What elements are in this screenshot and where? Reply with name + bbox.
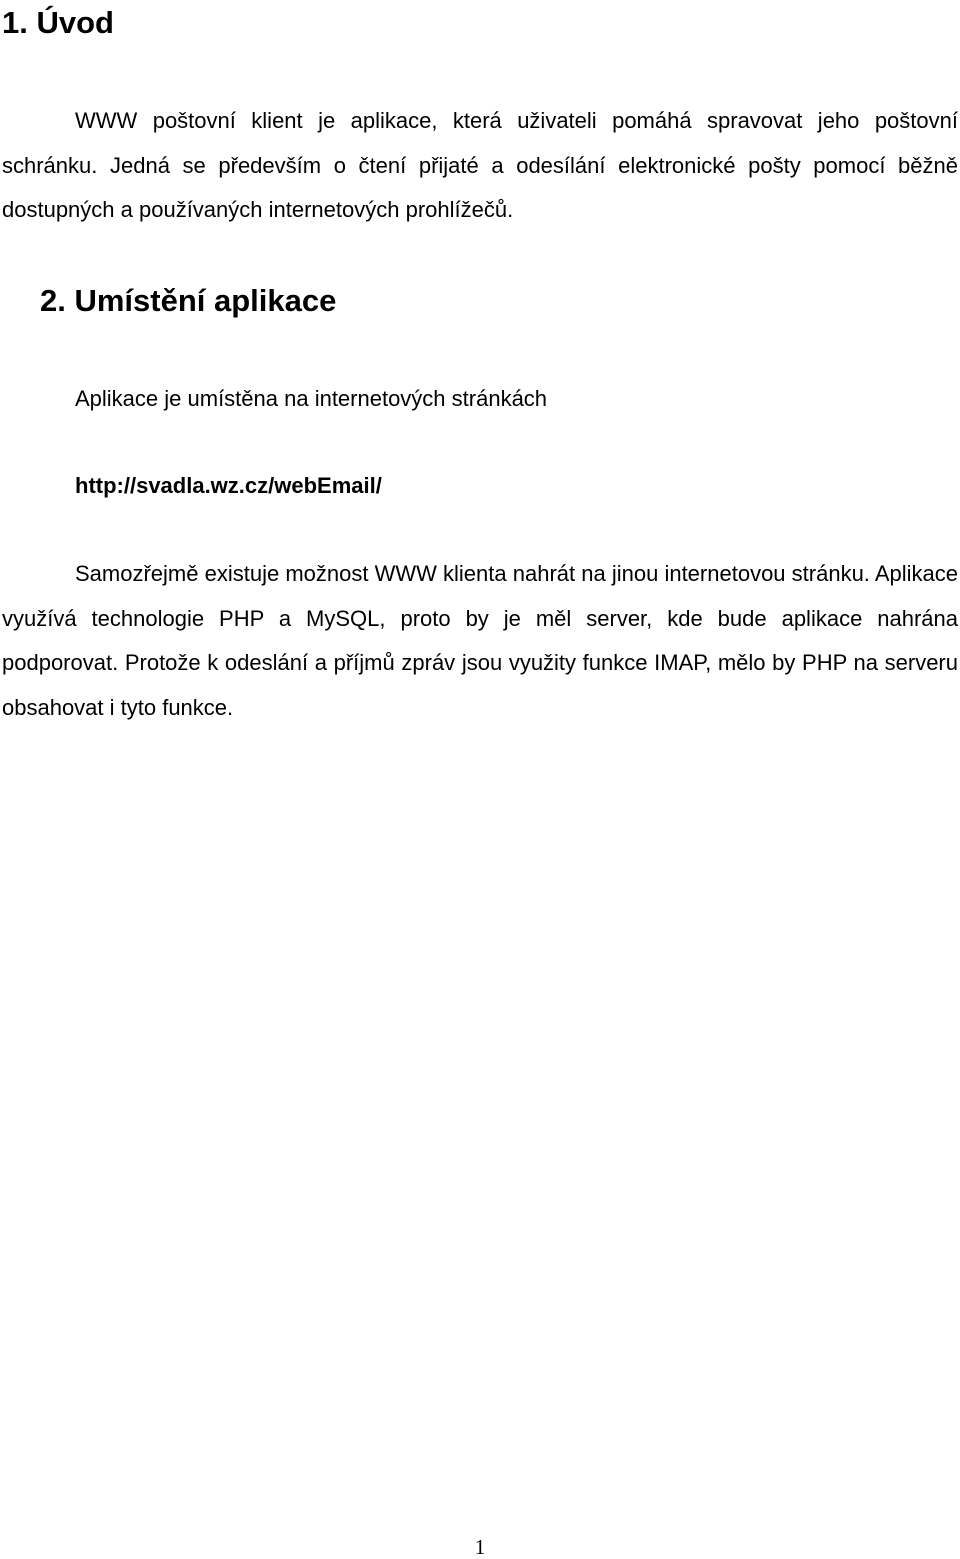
- location-paragraph: Aplikace je umístěna na internetových stránkách: [75, 386, 548, 411]
- page-number: 1: [474, 1535, 486, 1559]
- section-heading-intro: 1. Úvod: [2, 5, 114, 40]
- application-url: http://svadla.wz.cz/webEmail/: [75, 473, 382, 498]
- section-heading-location: 2. Umístění aplikace: [40, 283, 337, 318]
- intro-paragraph: WWW poštovní klient je aplikace, která uživateli pomáhá spravovat jeho poštovní schránku. Jedná se především o čtení přijaté a odesílání elektronické pošty pomocí běžně dostupných a používaných internetových prohlížečů.: [2, 108, 958, 222]
- hosting-paragraph: Samozřejmě existuje možnost WWW klienta nahrát na jinou internetovou stránku. Aplikace využívá technologie PHP a MySQL, proto by je měl server, kde bude aplikace nahrána podporovat. Protože k odeslání a příjmů zpráv jsou využity funkce IMAP, mělo by PHP na serveru obsahovat i tyto funkce.: [2, 561, 958, 720]
